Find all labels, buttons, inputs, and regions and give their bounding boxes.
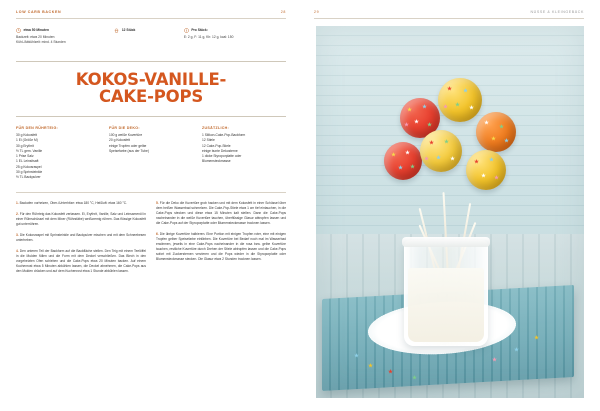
sugar-star: [499, 124, 504, 129]
list-item: 100 g weiße Kuvertüre: [109, 132, 143, 137]
sugar-star: [455, 102, 460, 107]
ingredient-list: [109, 133, 193, 154]
list-item: 20 g Kokosfett: [109, 138, 131, 143]
list-item: 1 Prise Salz: [16, 154, 34, 159]
list-item: 25 g Kokosraspel: [16, 164, 42, 169]
sugar-star: [494, 175, 499, 180]
step-number: 1.: [16, 200, 19, 205]
ingredient-column-heading: FÜR DIE DEKO:: [109, 125, 140, 130]
sugar-star: [427, 122, 432, 127]
step-text: Die Kokosraspel mit Sprinsteinkle und Backpulver mischen und mit dem Schneebesen unterheben.: [16, 232, 146, 242]
sugar-star: [405, 150, 410, 155]
clock-icon: [16, 28, 21, 33]
running-header: [16, 10, 286, 19]
list-item: ½ TL Backpulver: [16, 175, 41, 180]
cake-pop-yellow-top: [438, 78, 482, 122]
cupcake-icon: [114, 28, 119, 33]
sugar-star: [391, 152, 396, 157]
step-2: [16, 212, 146, 227]
recipe-title-line2: CAKE-POPS: [98, 87, 204, 107]
meta-time-line1: Backzeit: etwa 20 Minuten: [16, 35, 55, 39]
sugar-star: [424, 156, 429, 161]
sugar-star: [504, 138, 509, 143]
sugar-star: [447, 86, 452, 91]
sugar-star: [443, 104, 448, 109]
list-item: ½ TL gem. Vanille: [16, 148, 43, 153]
photo-glass-jar: [404, 240, 488, 346]
sugar-star: [491, 136, 496, 141]
sugar-star: [407, 107, 412, 112]
meta-time: [16, 28, 114, 45]
sugar-star: [463, 88, 468, 93]
cake-pop-yellow-lower: [466, 150, 506, 190]
step-text: Für den Rührteig das Kokosfett zerlassen. Ei, Erythrit, Vanille, Salz und Leinsamenöl in einer Rührschüssel mit dem Mixer (Rührstäbe) weißcremig rühren. Das flüssige Kokosfett gut unterrühren.: [16, 211, 146, 226]
list-item: einige Tropfen oder gelbe: [109, 143, 147, 148]
step-number: 4.: [16, 248, 19, 253]
recipe-meta: [16, 28, 286, 45]
jar-filling: [408, 268, 484, 342]
step-text: Den unteren Teil der Backform auf die Backfläche stellen. Den Teig mit einem Teelöffel in die Mulden füllen und die Form mit dem Deckel verschließen. Das Blech in den vorgeheizten Ofen schieben und die Cake-Pops etwa 20 Minuten backen. Auf einem Kuchenrost etwa 5 Minuten abkühlen lassen, die Deckel abnehmen, die Cake-Pops aus den Mulden drücken und auf dem Kuchenrost etwa 1 Stunde abkühlen lassen.: [16, 248, 146, 274]
folio-right: 29: [314, 10, 320, 14]
ingredients: [16, 126, 286, 181]
sugar-star: [474, 159, 479, 164]
ingredient-column-decoration: [109, 126, 193, 181]
meta-yield-title: 12 Stück: [121, 28, 136, 33]
sugar-star: [450, 156, 455, 161]
runhead-chapter: NÜSSE & KLEINGEBÄCK: [530, 10, 584, 14]
list-item: einige bunte Dekosterne: [202, 148, 238, 153]
runhead-book-title: LOW CARB BACKEN: [16, 10, 62, 14]
sugar-star: [414, 119, 419, 124]
sugar-star: [422, 104, 427, 109]
list-item: 30 g Erythrit: [16, 143, 34, 148]
cake-pop-red-lower: [384, 142, 422, 180]
step-1: [16, 201, 146, 206]
folio-left: 28: [280, 10, 286, 14]
list-item: Blumensteckmasse: [202, 159, 231, 164]
cake-pop-yellow-front: [420, 130, 462, 172]
meta-time-line2: Kühl-/Abkühlzeit: mind. 4 Stunden: [16, 39, 66, 44]
ingredient-list: [16, 133, 100, 181]
list-item: 1 Silikon-Cake-Pop-Backform: [202, 132, 246, 137]
running-header-right: [314, 10, 584, 19]
step-number: 2.: [16, 211, 19, 216]
divider: [16, 192, 286, 193]
sugar-star: [484, 120, 489, 125]
steps-column-right: [156, 201, 286, 280]
step-number: 3.: [16, 232, 19, 237]
step-number: 6.: [156, 231, 159, 236]
list-item: Speisefarbe (aus der Tube): [109, 148, 149, 153]
info-icon: [184, 28, 189, 33]
step-4: [16, 249, 146, 274]
recipe-title-line1: KOKOS-VANILLE-: [75, 69, 227, 89]
step-number: 5.: [156, 200, 159, 205]
step-text: Die übrige Kuvertüre halbieren. Eine Portion mit einigen Tropfen roter, eine mit einigen Tropfen gelber Speisefarbe einfärben. Die Kuvertüre bei Bedarf noch mal im Wasserbad erwärmen, jeweils in eine Cake-Pops nacheinander in die rosa bzw. gelbe Kuvertüre tauchen, restliche Kuvertüre durch Drehen der Stiele abtropfen lassen und die Cake-Pops sofort mit Zuckersternen verzieren und die Pops wieder in die Styroporplatte oder Blumensteckmasse stecken. Die Glasur etwa 2 Stunden trocknen lassen.: [156, 231, 286, 262]
ingredient-list: [202, 133, 286, 165]
step-text: Backofen vorheizen, Ober-/Unterhitze: etwa 180 °C, Heißluft: etwa 160 °C.: [19, 200, 127, 205]
step-3: [16, 233, 146, 243]
photo-scene: [316, 26, 584, 398]
ingredient-column-extras: [202, 126, 286, 181]
step-5: [156, 201, 286, 226]
step-6: [156, 232, 286, 262]
cake-pop-orange: [476, 112, 516, 152]
ingredient-column-heading: ZUSÄTZLICH:: [202, 125, 230, 130]
sugar-star: [489, 157, 494, 162]
list-item: 12 Cake-Pop-Stiele: [202, 143, 231, 148]
list-item: 30 g Sprinsteinkle: [16, 170, 43, 175]
list-item: 1 Ei (Größe M): [16, 138, 38, 143]
meta-nutrition-title: Pro Stück:: [191, 28, 208, 33]
steps-column-left: [16, 201, 146, 280]
meta-nutrition-values: E: 2 g, F: 11 g, Kh: 12 g, kcal: 150: [183, 35, 234, 39]
jar-rim: [402, 237, 490, 247]
sugar-star: [410, 164, 415, 169]
sugar-star: [444, 139, 449, 144]
recipe-title-block: [16, 61, 286, 117]
recipe-photo: [316, 26, 584, 398]
meta-nutrition: [184, 28, 286, 45]
meta-time-title: etwa 50 Minuten: [23, 28, 49, 33]
preparation-steps: [16, 201, 286, 280]
list-item: 30 g Kokosfett: [16, 132, 38, 137]
ingredient-column-dough: [16, 126, 100, 181]
ingredient-column-heading: FÜR DEN RÜHRTEIG:: [16, 125, 59, 130]
sugar-star: [469, 105, 474, 110]
meta-yield: [114, 28, 184, 45]
list-item: 12 Stiele: [202, 138, 215, 143]
step-text: Für die Deko die Kuvertüre grob hacken und mit dem Kokosfett in einer Schüssel über dem heißen Wasserbad schmelzen. Die Cake-Pop-Stiele etwa 1 cm tief eintauchen, in die Cake-Pops stecken und diese etwa 15 Minuten kalt stellen. Dann die Cake-Pops nacheinander in die weiße Kuvertüre tauchen, überflüssige Glasur abtropfen lassen und die Cake-Pops auf der Styroporplatte oder Blumensteckmasse trocknen lassen.: [156, 200, 286, 225]
sugar-star: [481, 173, 486, 178]
sugar-star: [404, 122, 409, 127]
list-item: 1 dicke Styroporplatte oder: [202, 154, 242, 159]
list-item: 1 EL Leinsitsaft: [16, 159, 39, 164]
sugar-star: [398, 165, 403, 170]
sugar-star: [429, 140, 434, 145]
sugar-star: [436, 155, 441, 160]
